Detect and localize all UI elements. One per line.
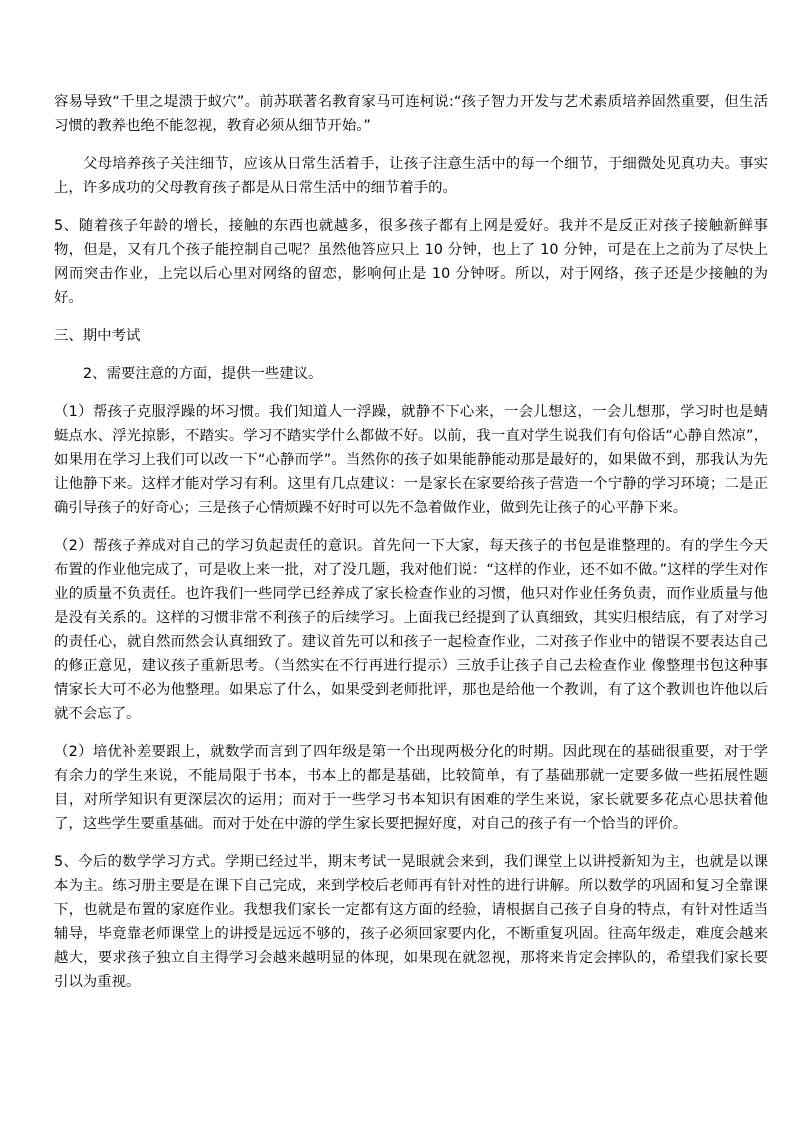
- paragraph-internet: 5、随着孩子年龄的增长，接触的东西也就越多，很多孩子都有上网是爱好。我并不是反正对孩子接触新鲜事物，但是，又有几个孩子能控制自己呢？虽然他答应只上 10 分钟，也上了 10 分钟，可是在上之前为了尽快上网而突击作业，上完以后心里对网络的留恋，影响何止是 10 分钟呀。所以，对于网络，孩子还是少接触的为好。: [54, 218, 768, 306]
- paragraph-details: 父母培养孩子关注细节，应该从日常生活着手，让孩子注意生活中的每一个细节，于细微处见真功夫。事实上，许多成功的父母教育孩子都是从日常生活中的细节着手的。: [54, 156, 768, 196]
- section-heading-midterm: 三、期中考试: [54, 328, 141, 344]
- paragraph-impatience: （1）帮孩子克服浮躁的坏习惯。我们知道人一浮躁，就静不下心来，一会儿想这，一会儿想那，学习时也是蜻蜓点水、浮光掠影，不踏实。学习不踏实学什么都做不好。以前，我一直对学生说我们有句俗话“心静自然凉”，如果用在学习上我们可以改一下“心静而学”。当然你的孩子如果能静能动那是最好的，如果做不到，那我认为先让他静下来。这样才能对学习有利。这里有几点建议：一是家长在家要给孩子营造一个宁静的学习环境；二是正确引导孩子的好奇心；三是孩子心情烦躁不好时可以先不急着做作业，做到先让孩子的心平静下来。: [54, 404, 768, 516]
- paragraph-math-learning: 5、今后的数学学习方式。学期已经过半，期末考试一晃眼就会来到，我们课堂上以讲授新知为主，也就是以课本为主。练习册主要是在课下自己完成，来到学校后老师再有针对性的进行讲解。所以数学的巩固和复习全靠课下，也就是布置的家庭作业。我想我们家长一定都有这方面的经验，请根据自己孩子自身的特点，有针对性适当辅导，毕竟靠老师课堂上的讲授是远远不够的，孩子必须回家要内化，不断重复巩固。往高年级走，难度会越来越大，要求孩子独立自主得学习会越来越明显的体现，如果现在就忽视，那将来肯定会摔队的，希望我们家长要引以为重视。: [54, 854, 768, 990]
- paragraph-quote: 容易导致“千里之堤溃于蚁穴”。前苏联著名教育家马可连柯说:“孩子智力开发与艺术素质培养固然重要，但生活习惯的教养也绝不能忽视，教育必须从细节开始。”: [54, 94, 768, 134]
- paragraph-responsibility: （2）帮孩子养成对自己的学习负起责任的意识。首先问一下大家，每天孩子的书包是谁整理的。有的学生今天布置的作业他完成了，可是收上来一批，对了没几题，我对他们说：“这样的作业，还不如不做。”这样的学生对作业的质量不负责任。也许我们一些同学已经养成了家长检查作业的习惯，他只对作业任务负责，而作业质量与他是没有关系的。这样的习惯非常不利孩子的后续学习。上面我已经提到了认真细致，其实归根结底，有了对学习的责任心，就自然而然会认真细致了。建议首先可以和孩子一起检查作业，二对孩子作业中的错误不要表达自己的修正意见，建议孩子重新思考。（当然实在不行再进行提示）三放手让孩子自己去检查作业 像整理书包这种事情家长大可不必为他整理。如果忘了什么，如果受到老师批评，那也是给他一个教训，有了这个教训也许他以后就不会忘了。: [54, 538, 768, 722]
- paragraph-tutoring: （2）培优补差要跟上，就数学而言到了四年级是第一个出现两极分化的时期。因此现在的基础很重要，对于学有余力的学生来说，不能局限于书本，书本上的都是基础，比较简单，有了基础那就一定要多做一些拓展性题目，对所学知识有更深层次的运用；而对于一些学习书本知识有困难的学生来说，家长就要多花点心思扶着他了，这些学生要重基础。而对于处在中游的学生家长要把握好度，对自己的孩子有一个恰当的评价。: [54, 744, 768, 832]
- document-page: [54, 90, 768, 1008]
- paragraph-suggestions-intro: 2、需要注意的方面，提供一些建议。: [83, 366, 323, 382]
